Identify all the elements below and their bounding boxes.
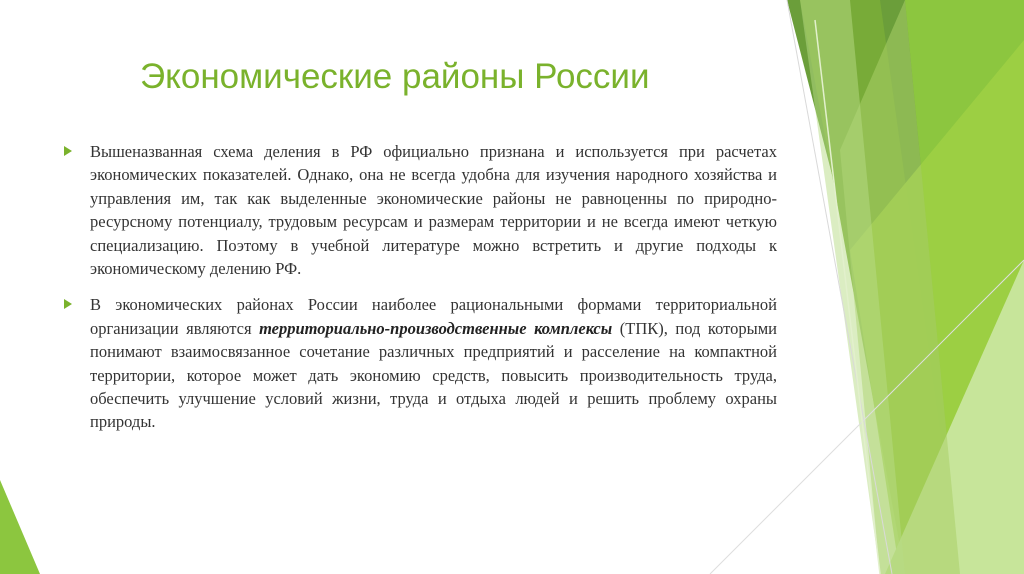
triangle-right-icon: [64, 299, 72, 309]
slide-title: Экономические районы России: [140, 57, 650, 96]
bullet-item: [60, 140, 777, 280]
bullet-text-after: (ТПК), под которыми понимают взаимосвязанное сочетание различных предприятий и расселение на компактной территории, которое может дать экономию средств, повысить производительность труда, обеспечить улучшение условий жизни, труда и отдыха людей и решить проблему охраны природы.: [90, 318, 777, 432]
bullet-text: Вышеназванная схема деления в РФ официально признана и используется при расчетах экономических показателей. Однако, она не всегда удобна для изучения народного хозяйства и управления им, так как выделенные экономические районы не равноценны по природно-ресурсному потенциалу, трудовым ресурсам и размерам территории и не всегда имеют четкую специализацию. Поэтому в учебной литературе можно встретить и другие подходы к экономическому делению РФ.: [90, 142, 777, 279]
bullet-emphasis-term: территориально-производственные комплексы: [259, 318, 613, 338]
triangle-right-icon: [64, 146, 72, 156]
bullet-text-before: В экономических районах России наиболее рациональными формами территориальной организации являются: [90, 295, 777, 338]
decor-bottom-left-sliver: [0, 480, 40, 574]
bullet-list: [60, 140, 777, 447]
bullet-item: [60, 293, 777, 433]
bullet-text: [90, 293, 777, 433]
